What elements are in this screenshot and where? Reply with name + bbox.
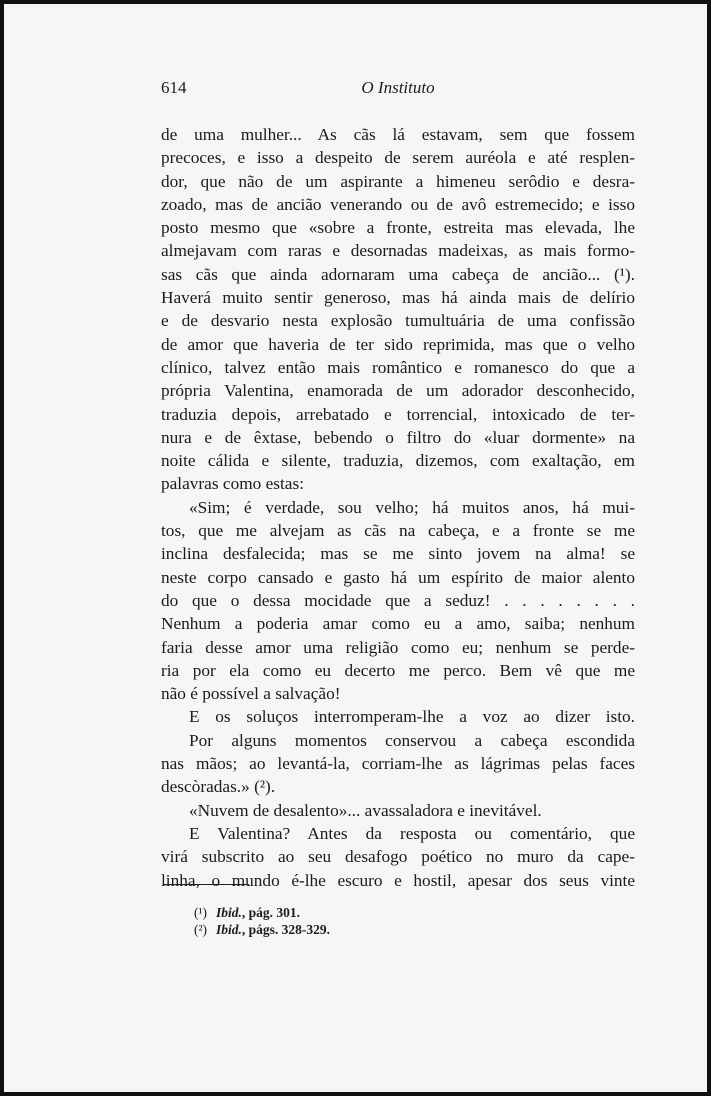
- text-line: palavras como estas:: [161, 474, 305, 494]
- page-header: [161, 78, 635, 104]
- footnote-source: Ibid.: [216, 905, 242, 920]
- text-line: Haverá muito sentir generoso, mas há ainda mais de delírio: [161, 288, 635, 308]
- footnote-ref: (²): [194, 922, 208, 937]
- text-line: E Valentina? Antes da resposta ou comentário, que: [189, 823, 635, 843]
- book-page: [4, 4, 707, 1092]
- text-line: linha, o mundo é-lhe escuro e hostil, apesar dos seus vinte: [161, 870, 635, 890]
- text-line: própria Valentina, enamorada de um adorador desconhecido,: [161, 381, 635, 401]
- footnote-pages: , pág. 301.: [241, 905, 301, 920]
- page-number: 614: [161, 78, 187, 97]
- footnote-source: Ibid.: [216, 922, 242, 937]
- text-line: do que o dessa mocidade que a seduz! . . . . . . . .: [161, 590, 635, 610]
- text-line: posto mesmo que «sobre a fronte, estreita mas elevada, lhe: [161, 218, 635, 238]
- text-line: noite cálida e silente, traduzia, dizemos, com exaltação, em: [161, 451, 635, 471]
- text-line: de amor que haveria de ter sido reprimida, mas que o velho: [161, 334, 635, 354]
- text-line: zoado, mas de ancião venerando ou de avô estremecido; e isso: [161, 194, 635, 214]
- text-line: ria por ela como eu decerto me perco. Bem vê que me: [161, 660, 635, 680]
- text-line: nura e de êxtase, bebendo o filtro do «luar dormente» na: [161, 427, 635, 447]
- body-text: [161, 123, 635, 892]
- text-line: «Sim; é verdade, sou velho; há muitos anos, há mui-: [189, 497, 635, 517]
- footnote: [194, 921, 330, 938]
- footnote-divider: [163, 884, 249, 885]
- footnote-pages: , págs. 328-329.: [241, 922, 331, 937]
- text-line: Nenhum a poderia amar como eu a amo, saiba; nenhum: [161, 614, 635, 634]
- text-line: neste corpo cansado e gasto há um espírito de maior alento: [161, 567, 635, 587]
- text-line: não é possível a salvação!: [161, 684, 341, 704]
- text-line: dor, que não de um aspirante a himeneu serôdio e desra-: [161, 171, 635, 191]
- text-line: «Nuvem de desalento»... avassaladora e inevitável.: [189, 800, 542, 820]
- text-line: inclina desfalecida; mas se me sinto jovem na alma! se: [161, 544, 635, 564]
- text-line: E os soluços interromperam-lhe a voz ao dizer isto.: [189, 707, 635, 727]
- running-title: O Instituto: [361, 78, 435, 97]
- text-line: traduzia depois, arrebatado e torrencial, intoxicado de ter-: [161, 404, 635, 424]
- footnote: [194, 904, 330, 921]
- text-line: e de desvario nesta explosão tumultuária de uma confissão: [161, 311, 635, 331]
- text-line: almejavam com raras e desornadas madeixas, as mais formo-: [161, 241, 635, 261]
- text-line: tos, que me alvejam as cãs na cabeça, e a fronte se me: [161, 521, 635, 541]
- text-line: Por alguns momentos conservou a cabeça escondida: [189, 730, 635, 750]
- text-line: faria desse amor uma religião como eu; nenhum se perde-: [161, 637, 635, 657]
- footnote-ref: (¹): [194, 905, 208, 920]
- text-line: virá subscrito ao seu desafogo poético no muro da cape-: [161, 847, 635, 867]
- text-line: sas cãs que ainda adornaram uma cabeça de ancião... (¹).: [161, 264, 635, 284]
- text-line: descòradas.» (²).: [161, 777, 276, 797]
- text-line: nas mãos; ao levantá-la, corriam-lhe as lágrimas pelas faces: [161, 754, 635, 774]
- text-line: de uma mulher... As cãs lá estavam, sem que fossem: [161, 125, 635, 144]
- footnotes: [194, 904, 330, 938]
- text-line: precoces, e isso a despeito de serem auréola e até resplen-: [161, 148, 635, 168]
- text-line: clínico, talvez então mais romântico e romanesco do que a: [161, 357, 635, 377]
